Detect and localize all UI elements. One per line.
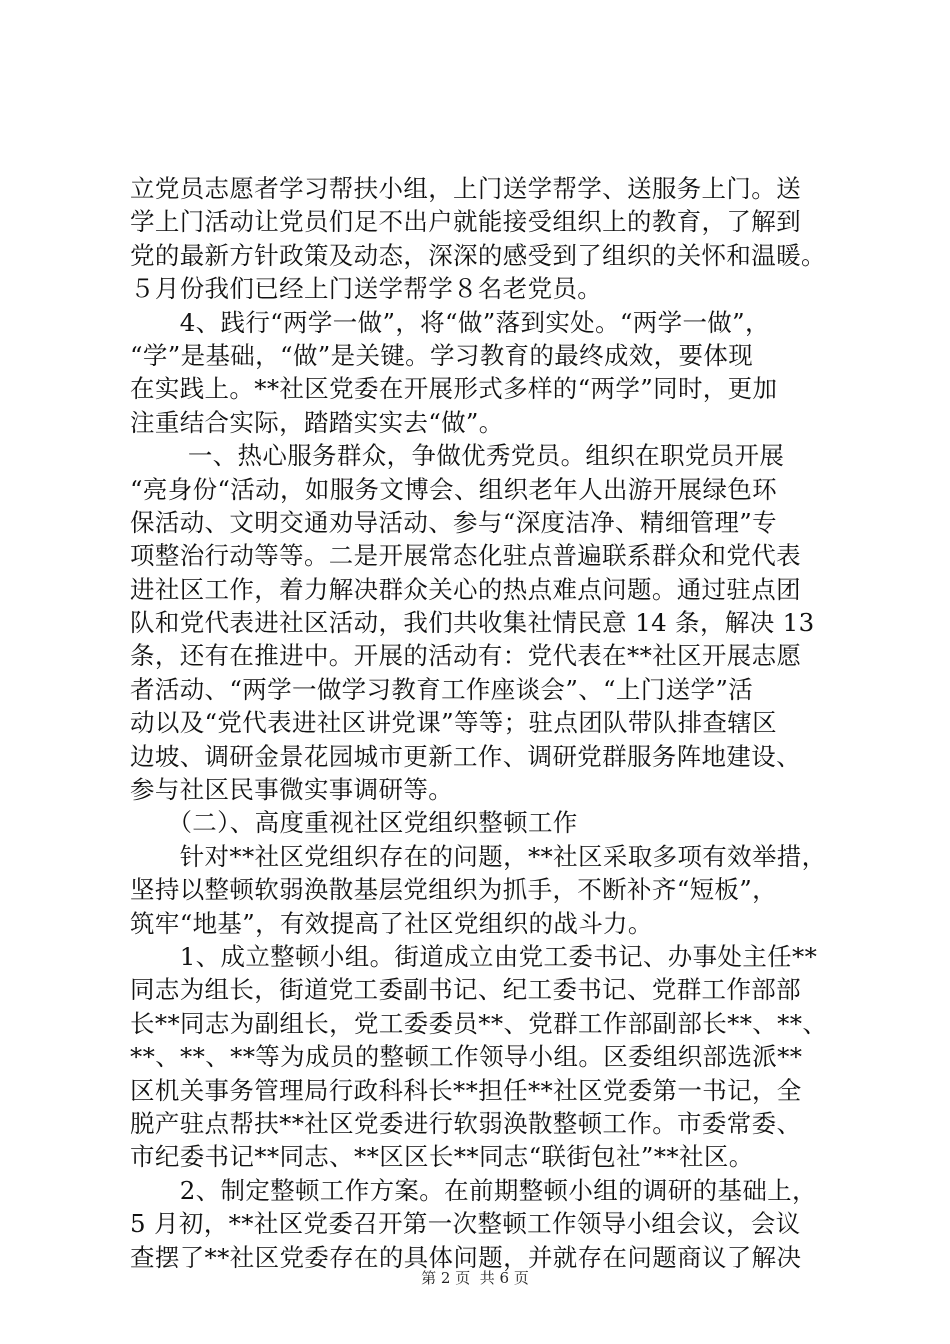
page-number-footer: 第 2 页 共 6 页 [421, 1269, 529, 1287]
text-line: 保活动、文明交通劝导活动、参与“深度洁净、精细管理”专 [130, 507, 777, 537]
text-line: 者活动、“两学一做学习教育工作座谈会”、“上门送学”活 [130, 674, 754, 704]
text-line: 区机关事务管理局行政科科长**担任**社区党委第一书记，全 [130, 1075, 802, 1105]
text-line: 项整治行动等等。二是开展常态化驻点普遍联系群众和党代表 [130, 541, 801, 571]
text-line: 条，还有在推进中。开展的活动有：党代表在**社区开展志愿 [130, 641, 802, 671]
text-line: 脱产驻点帮扶**社区党委进行软弱涣散整顿工作。市委常委、 [130, 1108, 802, 1138]
text-line: 查摆了**社区党委存在的具体问题，并就存在问题商议了解决 [130, 1242, 802, 1272]
text-line: 坚持以整顿软弱涣散基层党组织为抓手，不断补齐“短板”， [130, 875, 777, 905]
text-line: “学”是基础，“做”是关键。学习教育的最终成效，要体现 [130, 340, 754, 370]
text-line: 在实践上。**社区党委在开展形式多样的“两学”同时，更加 [130, 374, 778, 404]
text-line: 长**同志为副组长，党工委委员**、党群工作部副部长**、**、 [130, 1008, 828, 1038]
text-line: **、**、**等为成员的整顿工作领导小组。区委组织部选派** [130, 1042, 803, 1072]
document-body [130, 172, 830, 1274]
text-line: 市纪委书记**同志、**区区长**同志“联街包社”**社区。 [130, 1142, 754, 1172]
text-line: 针对**社区党组织存在的问题，**社区采取多项有效举措， [130, 841, 827, 871]
text-line: 进社区工作，着力解决群众关心的热点难点问题。通过驻点团 [130, 574, 801, 604]
text-line: 参与社区民事微实事调研等。 [130, 775, 454, 805]
text-line: 同志为组长，街道党工委副书记、纪工委书记、党群工作部部 [130, 975, 801, 1005]
text-line: 队和党代表进社区活动，我们共收集社情民意 14 条，解决 13 [130, 608, 815, 638]
text-line: 党的最新方针政策及动态，深深的感受到了组织的关怀和温暖。 [130, 240, 826, 270]
text-line: 4、践行“两学一做”，将“做”落到实处。“两学一做”， [130, 307, 770, 337]
section-heading: （二）、高度重视社区党组织整顿工作 [130, 808, 578, 838]
text-line: 2、制定整顿工作方案。在前期整顿小组的调研的基础上， [130, 1175, 817, 1205]
text-line: 筑牢“地基”，有效提高了社区党组织的战斗力。 [130, 908, 653, 938]
text-line: 一、热心服务群众，争做优秀党员。组织在职党员开展 [130, 441, 785, 471]
text-line: 5 月初，**社区党委召开第一次整顿工作领导小组会议，会议 [130, 1209, 801, 1239]
text-line: 立党员志愿者学习帮扶小组，上门送学帮学、送服务上门。送 [130, 174, 801, 203]
text-line: 注重结合实际，踏踏实实去“做”。 [130, 407, 504, 437]
text-line: “亮身份“活动，如服务文博会、组织老年人出游开展绿色环 [130, 474, 777, 504]
text-line: 学上门活动让党员们足不出户就能接受组织上的教育，了解到 [130, 207, 801, 237]
text-line: 边坡、调研金景花园城市更新工作、调研党群服务阵地建设、 [130, 741, 801, 771]
text-line: 动以及“党代表进社区讲党课”等等；驻点团队带队排查辖区 [130, 708, 777, 738]
text-line: 1、成立整顿小组。街道成立由党工委书记、办事处主任** [130, 941, 818, 971]
text-line: ５月份我们已经上门送学帮学８名老党员。 [130, 274, 603, 304]
